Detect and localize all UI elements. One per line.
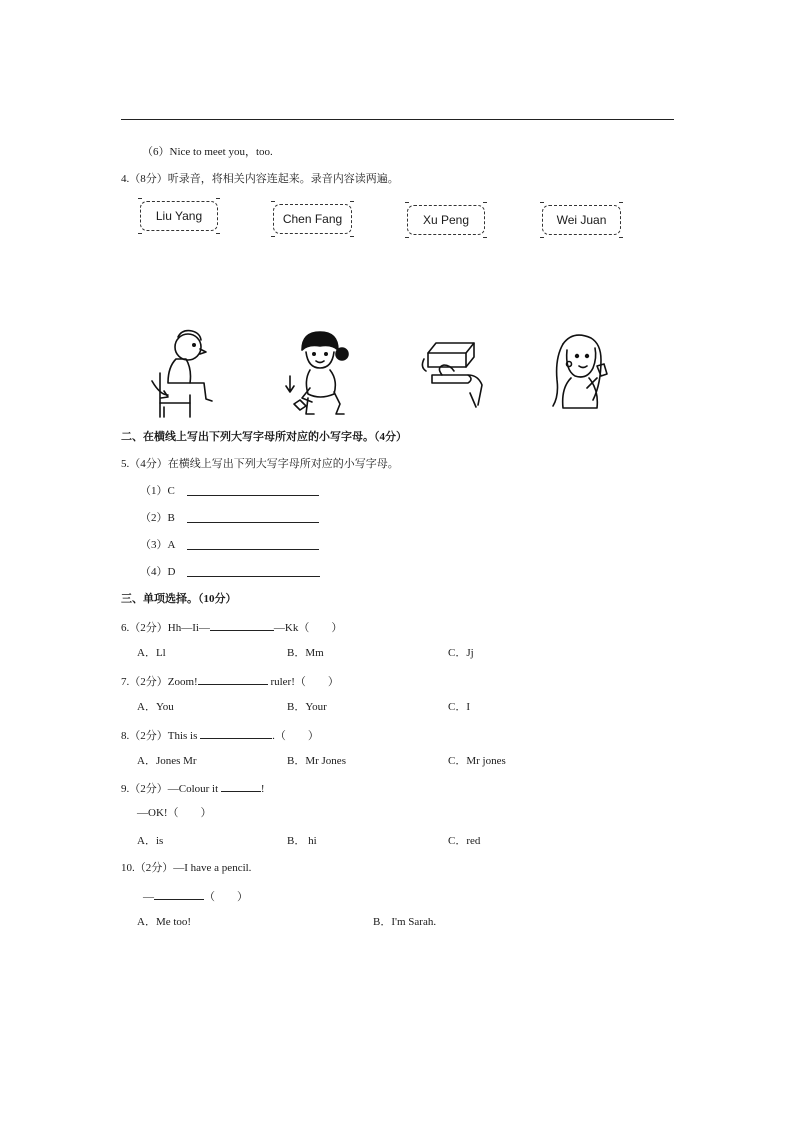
letter-item-4 (140, 565, 175, 579)
question-10-blank[interactable] (154, 888, 204, 900)
question-10-stem: 10.（2分）—I have a pencil. (121, 862, 252, 874)
question-8-blank[interactable] (200, 727, 272, 739)
question-10-reply (143, 888, 248, 904)
answer-line-2[interactable] (187, 511, 319, 523)
question-7-blank[interactable] (198, 673, 268, 685)
name-card-liu-yang: Liu Yang (140, 201, 218, 231)
question-7-option-c[interactable]: C．I (448, 701, 470, 713)
section-3-heading: 三、单项选择。（10分） (121, 593, 237, 605)
letter-item-1-label: （1）C (140, 485, 175, 497)
question-9-blank[interactable] (221, 780, 261, 792)
question-9-stem-start: 9.（2分）—Colour it (121, 783, 221, 795)
boy-sit-down-picture (140, 325, 220, 420)
question-9-stem-end: ! (260, 783, 265, 795)
question-4-prompt: 4.（8分）听录音，将相关内容连起来。录音内容读两遍。 (121, 173, 399, 185)
question-10-reply-dash: — (143, 891, 154, 903)
question-8-option-c[interactable]: C．Mr jones (448, 755, 506, 767)
letter-item-4-label: （4）D (140, 566, 176, 578)
question-7-option-b[interactable]: B．Your (287, 701, 327, 713)
question-8-option-b[interactable]: B．Mr Jones (287, 755, 346, 767)
question-8-stem-start: 8.（2分）This is (121, 730, 201, 742)
question-8-option-a[interactable]: A．Jones Mr (137, 755, 197, 767)
question-9-option-a[interactable]: A．is (137, 835, 164, 847)
question-6-blank[interactable] (210, 619, 274, 631)
question-6-option-c[interactable]: C．Jj (448, 647, 474, 659)
question-10-option-b[interactable]: B．I'm Sarah. (373, 916, 437, 928)
hands-book-picture (418, 335, 488, 413)
name-card-xu-peng: Xu Peng (407, 205, 485, 235)
question-9-option-c[interactable]: C．red (448, 835, 481, 847)
answer-line-3[interactable] (187, 538, 319, 550)
question-7-stem-start: 7.（2分）Zoom! (121, 676, 198, 688)
question-8-stem (121, 727, 319, 743)
name-card-chen-fang: Chen Fang (273, 204, 352, 234)
letter-item-3 (140, 538, 175, 552)
header-rule (121, 119, 674, 120)
item-6-text: （6）Nice to meet you，too. (142, 146, 273, 158)
section-2-heading: 二、在横线上写出下列大写字母所对应的小写字母。（4分） (121, 431, 407, 443)
question-7-stem-end: ruler!（ ） (267, 676, 339, 688)
letter-item-1 (140, 484, 175, 498)
question-6-stem-start: 6.（2分）Hh—Ii— (121, 622, 210, 634)
question-9-reply: —OK!（ ） (137, 807, 212, 819)
question-10-reply-end: （ ） (204, 891, 248, 903)
question-8-stem-end: .（ ） (272, 730, 319, 742)
question-6-stem-end: —Kk（ ） (273, 622, 343, 634)
question-7-stem (121, 673, 339, 689)
letter-item-2 (140, 511, 175, 525)
girl-pick-up-picture (280, 328, 360, 420)
question-9-stem (121, 780, 265, 796)
answer-line-4[interactable] (187, 565, 320, 577)
name-card-wei-juan: Wei Juan (542, 205, 621, 235)
answer-line-1[interactable] (187, 484, 319, 496)
letter-item-2-label: （2）B (140, 512, 175, 524)
question-6-option-b[interactable]: B．Mm (287, 647, 324, 659)
girl-with-cup-picture (545, 330, 617, 416)
question-9-option-b[interactable]: B． hi (287, 835, 317, 847)
question-6-option-a[interactable]: A．Ll (137, 647, 166, 659)
question-10-option-a[interactable]: A．Me too! (137, 916, 192, 928)
question-5-prompt: 5.（4分）在横线上写出下列大写字母所对应的小写字母。 (121, 458, 399, 470)
question-7-option-a[interactable]: A．You (137, 701, 174, 713)
question-6-stem (121, 619, 342, 635)
letter-item-3-label: （3）A (140, 539, 176, 551)
